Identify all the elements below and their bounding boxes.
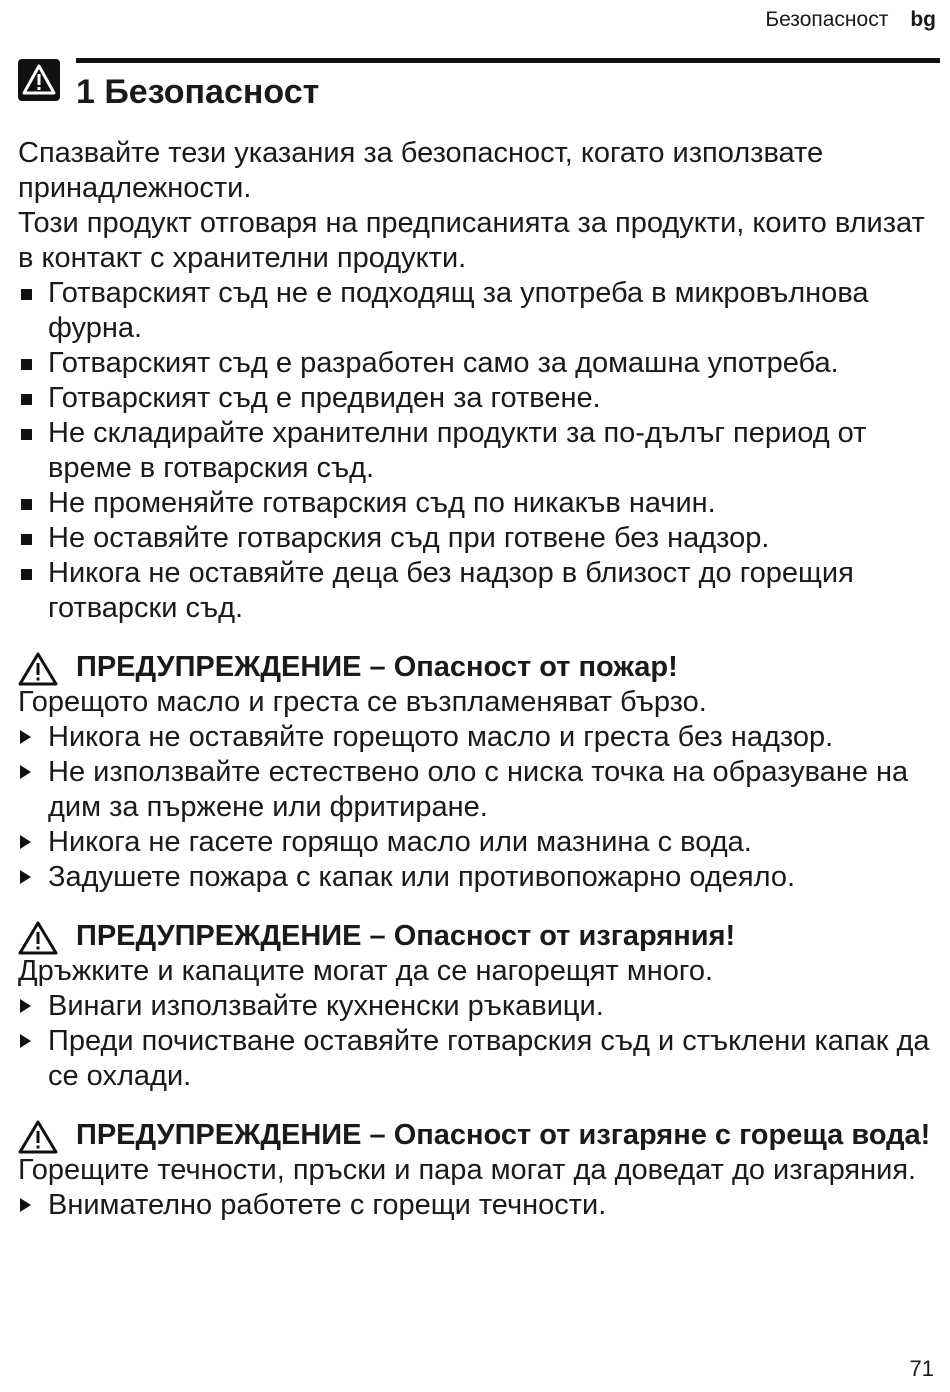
safety-bullet-list (18, 276, 934, 626)
warning-heading: ПРЕДУПРЕЖДЕНИЕ – Опасност от пожар! (18, 650, 934, 685)
square-bullet-icon (21, 289, 32, 300)
content (18, 136, 934, 1223)
arrow-bullet-icon (20, 999, 31, 1013)
arrow-bullet-icon (20, 1034, 31, 1048)
warning-hot-water (18, 1118, 934, 1223)
square-bullet-icon (21, 359, 32, 370)
arrow-bullet-icon (20, 765, 31, 779)
square-bullet-icon (21, 569, 32, 580)
list-item: Внимателно работете с горещи течности. (18, 1188, 934, 1223)
header-rule (76, 58, 940, 63)
warning-text: Горещите течности, пръски и пара могат да доведат до изгаряния. (18, 1154, 917, 1186)
warning-steps (18, 1188, 934, 1223)
list-item: Не складирайте хранителни продукти за по-дълъг период от време в готварския съд. (18, 416, 934, 486)
arrow-bullet-icon (20, 870, 31, 884)
running-header-lang: bg (910, 8, 936, 31)
list-item: Задушете пожара с капак или противопожарно одеяло. (18, 860, 934, 895)
square-bullet-icon (21, 534, 32, 545)
list-item: Никога не гасете горящо масло или мазнина с вода. (18, 825, 934, 860)
list-item: Готварският съд е предвиден за готвене. (18, 381, 934, 416)
square-bullet-icon (21, 394, 32, 405)
list-item: Не оставяйте готварския съд при готвене без надзор. (18, 521, 934, 556)
square-bullet-icon (21, 429, 32, 440)
section-title: 1 Безопасност (76, 73, 320, 111)
warning-steps (18, 720, 934, 895)
arrow-bullet-icon (20, 835, 31, 849)
list-item: Готварският съд не е подходящ за употреба в микровълнова фурна. (18, 276, 934, 346)
list-item: Не използвайте естествено оло с ниска точка на образуване на дим за пържене или фритиране. (18, 755, 934, 825)
list-item: Готварският съд е разработен само за домашна употреба. (18, 346, 934, 381)
square-bullet-icon (21, 499, 32, 510)
list-item: Не променяйте готварския съд по никакъв начин. (18, 486, 934, 521)
warning-text: Горещото масло и греста се възпламеняват бързо. (18, 686, 707, 718)
warning-text: Дръжките и капаците могат да се нагорещят много. (18, 955, 714, 987)
arrow-bullet-icon (20, 1198, 31, 1212)
list-item: Винаги използвайте кухненски ръкавици. (18, 989, 934, 1024)
list-item: Никога не оставяйте деца без надзор в близост до горещия готварски съд. (18, 556, 934, 626)
warning-triangle-icon (18, 652, 58, 686)
running-header (765, 8, 936, 32)
intro-paragraph-1: Спазвайте тези указания за безопасност, когато използвате принадлежности. (18, 137, 824, 204)
warning-fire (18, 650, 934, 895)
warning-steps (18, 989, 934, 1094)
warning-heading: ПРЕДУПРЕЖДЕНИЕ – Опасност от изгаряния! (18, 919, 934, 954)
list-item: Преди почистване оставяйте готварския съд и стъклени капак да се охлади. (18, 1024, 934, 1094)
page-number: 71 (909, 1356, 934, 1381)
running-header-section: Безопасност (765, 8, 889, 31)
warning-triangle-icon (18, 1120, 58, 1154)
warning-burns (18, 919, 934, 1094)
list-item: Никога не оставяйте горещото масло и греста без надзор. (18, 720, 934, 755)
warning-heading: ПРЕДУПРЕЖДЕНИЕ – Опасност от изгаряне с гореща вода! (18, 1118, 934, 1153)
intro-paragraph-2: Този продукт отговаря на предписанията за продукти, които влизат в контакт с хранителни продукти. (18, 207, 925, 274)
warning-box-icon (18, 59, 60, 101)
warning-triangle-icon (18, 921, 58, 955)
arrow-bullet-icon (20, 730, 31, 744)
